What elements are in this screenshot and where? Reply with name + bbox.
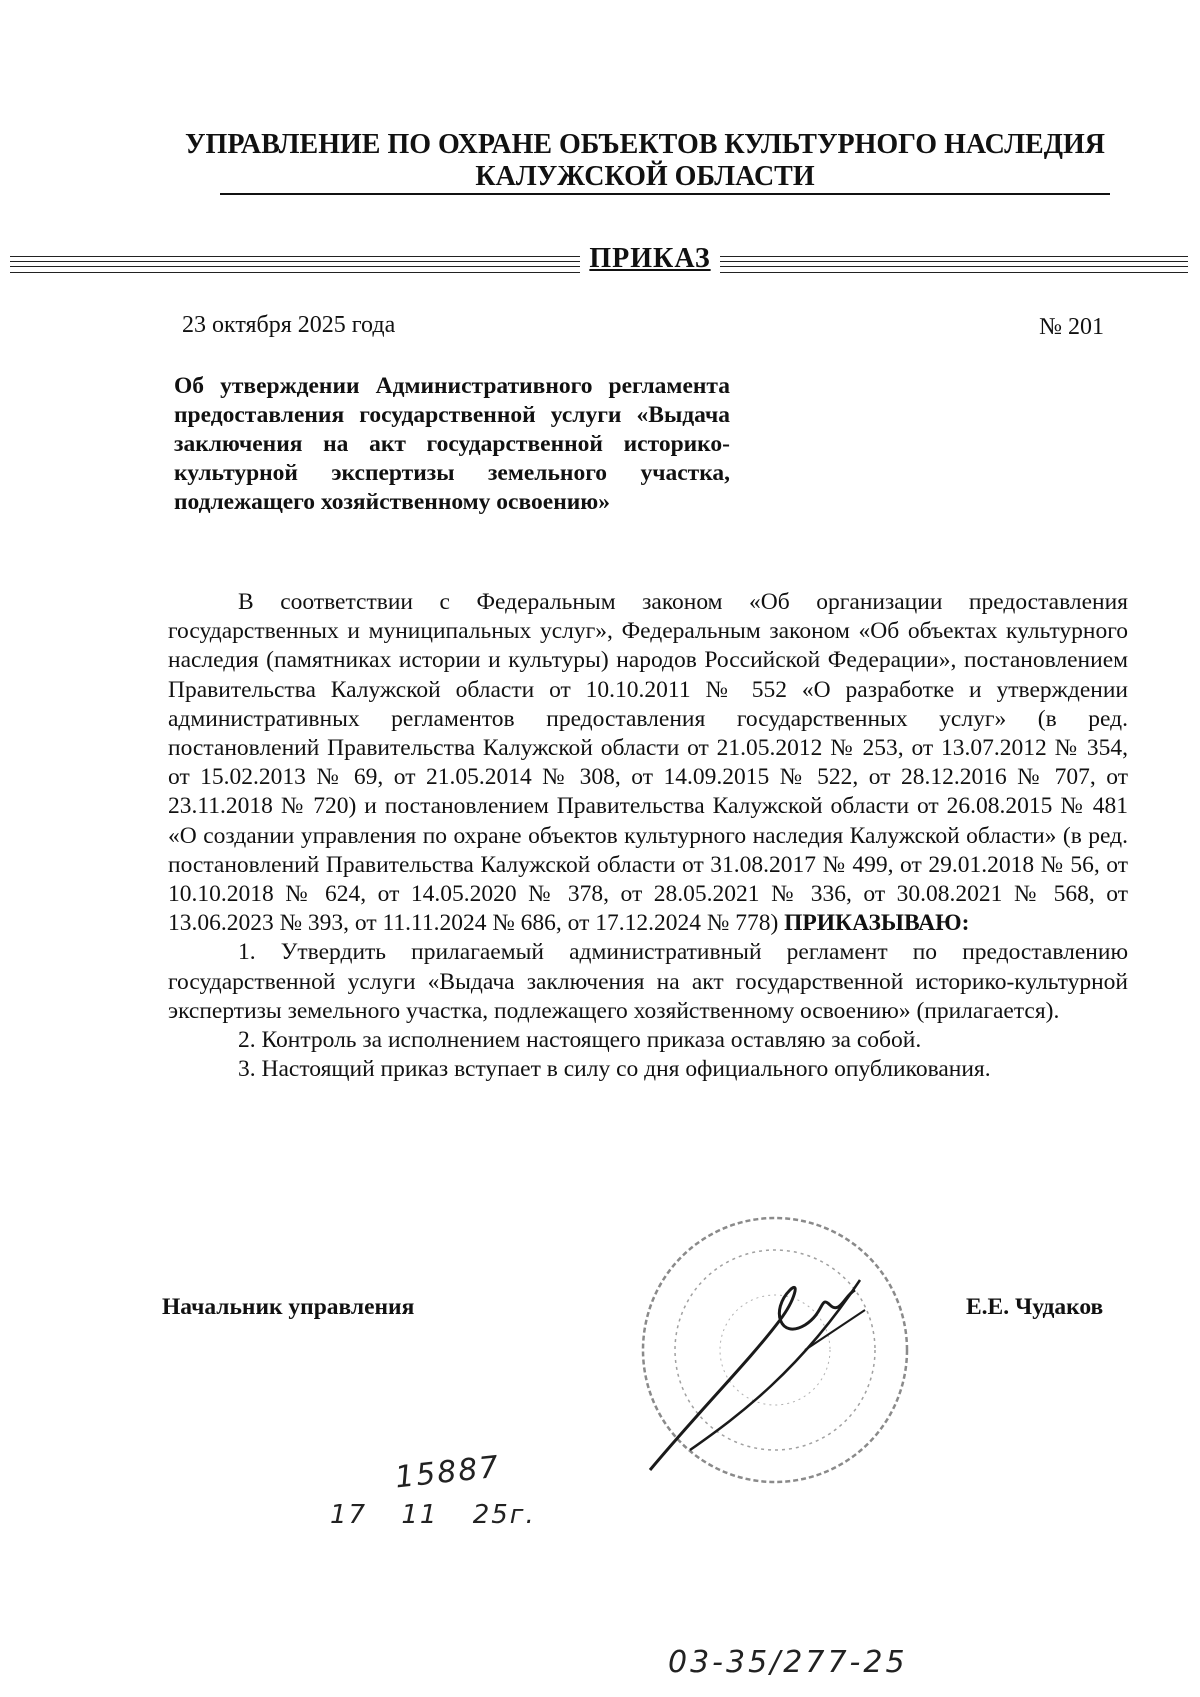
order-item-1: 1. Утвердить прилагаемый административный регламент по предоставлению государственной услуги «Выдача заключения на акт государственной историко-культурной экспертизы земельного участка, подлежащего хозяйственному освоению» (прилагается).	[168, 939, 1128, 1024]
official-seal-and-signature	[630, 1200, 930, 1500]
order-item-2: 2. Контроль за исполнением настоящего приказа оставляю за собой.	[238, 1027, 922, 1054]
organization-title-line2: КАЛУЖСКОЙ ОБЛАСТИ	[475, 161, 815, 192]
preamble-paragraph	[168, 588, 1128, 938]
file-number-handwritten: 03-35/277-25	[668, 1645, 908, 1680]
order-body	[168, 588, 1128, 1084]
registration-number-handwritten: 15887	[393, 1449, 502, 1496]
document-type-label: ПРИКАЗ	[580, 244, 720, 274]
registration-date-handwritten: 17 11 25г.	[330, 1500, 536, 1530]
order-item-3: 3. Настоящий приказ вступает в силу со дня официального опубликования.	[238, 1056, 991, 1083]
signatory-name: Е.Е. Чудаков	[966, 1294, 1104, 1320]
order-date: 23 октября 2025 года	[182, 312, 396, 338]
decree-word: ПРИКАЗЫВАЮ:	[784, 910, 970, 937]
order-subject: Об утверждении Административного регламента предоставления государственной услуги «Выдача заключения на акт государственной историко-культурной экспертизы земельного участка, подлежащего хозяйственному освоению»	[174, 373, 730, 515]
organization-underline	[220, 193, 1110, 195]
seal-center	[720, 1295, 830, 1405]
seal-inner-ring	[675, 1250, 875, 1450]
organization-title-line1: УПРАВЛЕНИЕ ПО ОХРАНЕ ОБЪЕКТОВ КУЛЬТУРНОГО НАСЛЕДИЯ	[185, 129, 1105, 160]
signatory-position: Начальник управления	[162, 1294, 415, 1320]
signature-loop	[690, 1280, 860, 1450]
preamble-text: В соответствии с Федеральным законом «Об организации предоставления государственных и муниципальных услуг», Федеральным законом «Об объектах культурного наследия (памятниках истории и культуры) народов Российской Федерации», постановлением Правительства Калужской области от 10.10.2011 № 552 «О разработке и утверждении административных регламентов предоставления государственных услуг» (в ред. постановлений Правительства Калужской области от 21.05.2012 № 253, от 13.07.2012 № 354, от 15.02.2013 № 69, от 21.05.2014 № 308, от 14.09.2015 № 522, от 28.12.2016 № 707, от 23.11.2018 № 720) и постановлением Правительства Калужской области от 26.08.2015 № 481 «О создании управления по охране объектов культурного наследия Калужской области» (в ред. постановлений Правительства Калужской области от 31.08.2017 № 499, от 29.01.2018 № 56, от 10.10.2018 № 624, от 14.05.2020 № 378, от 28.05.2021 № 336, от 30.08.2021 № 568, от 13.06.2023 № 393, от 11.11.2024 № 686, от 17.12.2024 № 778)	[168, 589, 1128, 937]
order-number: № 201	[1039, 314, 1104, 340]
seal-outer-ring	[643, 1218, 907, 1482]
